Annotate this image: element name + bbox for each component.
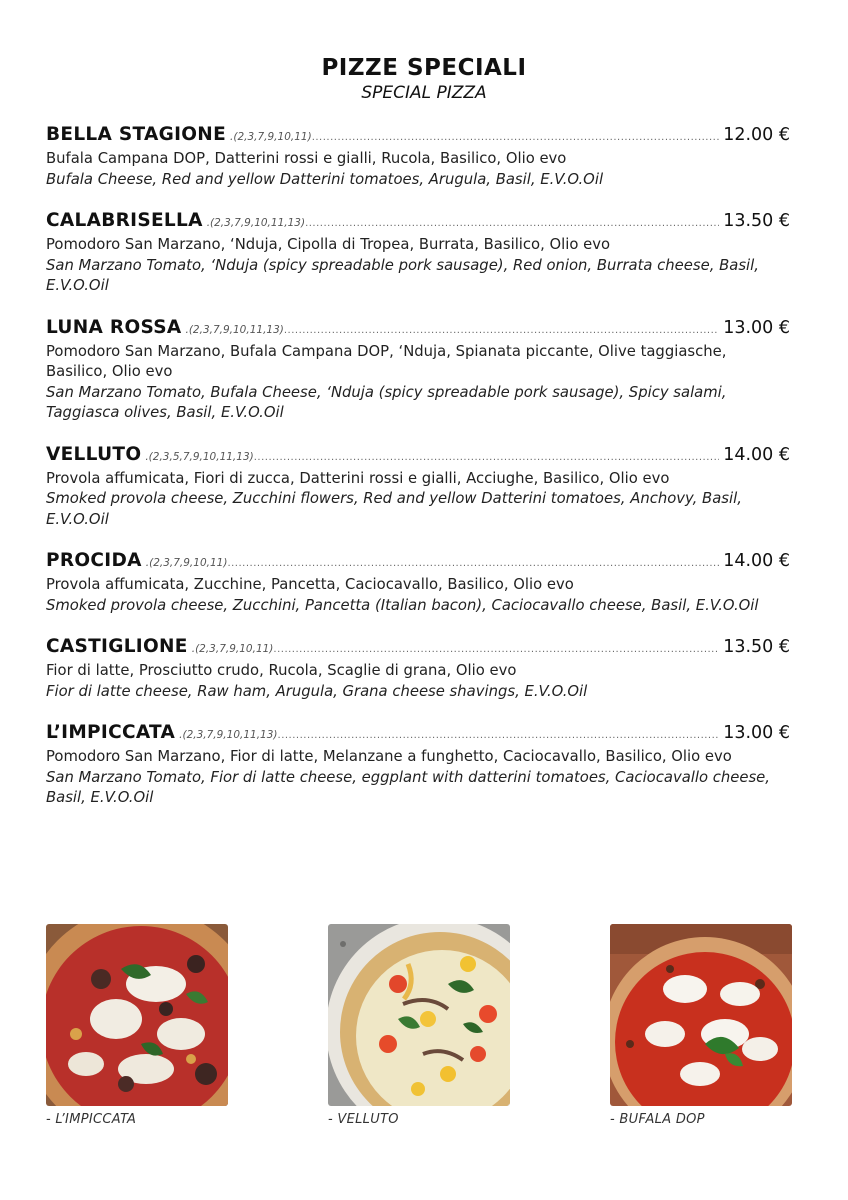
menu-list (46, 124, 792, 829)
photo-card-limpiccata (46, 924, 228, 1127)
item-name: L’IMPICCATA (46, 722, 176, 743)
item-price: 13.00 € (723, 317, 790, 338)
item-description-it: Pomodoro San Marzano, Bufala Campana DOP, ‘Nduja, Spianata piccante, Olive taggiasche, Basilico, Olio evo (46, 342, 727, 380)
menu-item-castiglione (46, 636, 792, 702)
item-description-en: Smoked provola cheese, Zucchini flowers, Red and yellow Datterini tomatoes, Anchovy, Basil, E.V.O.Oil (46, 490, 742, 528)
pizza-photo-velluto (328, 924, 510, 1106)
photo-gallery (46, 924, 792, 1134)
item-allergens: .(2,3,7,9,10,11) (145, 557, 228, 569)
item-name: CALABRISELLA (46, 210, 203, 231)
item-price: 14.00 € (723, 551, 790, 571)
dot-leader (305, 218, 719, 229)
item-description-it: Provola affumicata, Fiori di zucca, Datterini rossi e gialli, Acciughe, Basilico, Olio evo (46, 469, 670, 487)
dot-leader (227, 558, 719, 569)
item-allergens: .(2,3,7,9,10,11,13) (185, 323, 284, 336)
item-description-en: Bufala Cheese, Red and yellow Datterini tomatoes, Arugula, Basil, E.V.O.Oil (46, 170, 604, 188)
item-price: 13.50 € (723, 211, 790, 231)
menu-item-procida (46, 550, 792, 616)
menu-header (0, 54, 848, 104)
item-description-it: Bufala Campana DOP, Datterini rossi e gialli, Rucola, Basilico, Olio evo (46, 150, 567, 167)
item-description-en: San Marzano Tomato, Fior di latte cheese, eggplant with datterini tomatoes, Caciocavallo cheese, Basil, E.V.O.Oil (46, 768, 770, 806)
item-price: 12.00 € (723, 125, 790, 145)
item-name: VELLUTO (46, 443, 142, 465)
item-description-it: Pomodoro San Marzano, Fior di latte, Melanzane a funghetto, Caciocavallo, Basilico, Olio evo (46, 748, 732, 765)
item-name: BELLA STAGIONE (46, 124, 227, 145)
item-description-en: Fior di latte cheese, Raw ham, Arugula, Grana cheese shavings, E.V.O.Oil (46, 682, 588, 700)
item-description-en: Smoked provola cheese, Zucchini, Pancetta (Italian bacon), Caciocavallo cheese, Basil, E.V.O.Oil (46, 596, 759, 614)
menu-item-limpiccata (46, 722, 792, 809)
item-price: 13.50 € (723, 637, 790, 657)
dot-leader (254, 452, 719, 463)
dot-leader (284, 325, 719, 336)
page-subtitle: SPECIAL PIZZA (361, 83, 487, 103)
item-price: 14.00 € (723, 444, 790, 465)
item-allergens: .(2,3,7,9,10,11) (230, 131, 312, 143)
photo-card-velluto (328, 924, 510, 1127)
page-title: PIZZE SPECIALI (321, 55, 527, 81)
item-description-it: Pomodoro San Marzano, ‘Nduja, Cipolla di Tropea, Burrata, Basilico, Olio evo (46, 236, 611, 253)
item-description-en: San Marzano Tomato, ‘Nduja (spicy spreadable pork sausage), Red onion, Burrata cheese, Basil, E.V.O.Oil (46, 256, 759, 294)
photo-caption: - VELLUTO (328, 1112, 399, 1127)
item-allergens: .(2,3,7,9,10,11,13) (206, 217, 306, 229)
menu-item-velluto (46, 444, 792, 531)
photo-caption: - L’IMPICCATA (46, 1112, 137, 1127)
item-description-it: Provola affumicata, Zucchine, Pancetta, Caciocavallo, Basilico, Olio evo (46, 576, 574, 593)
item-name: PROCIDA (46, 550, 142, 571)
item-name: LUNA ROSSA (46, 316, 182, 338)
item-description-it: Fior di latte, Prosciutto crudo, Rucola, Scaglie di grana, Olio evo (46, 662, 517, 679)
item-price: 13.00 € (723, 723, 790, 743)
item-allergens: .(2,3,5,7,9,10,11,13) (145, 450, 254, 463)
menu-item-bella-stagione (46, 124, 792, 190)
dot-leader (273, 644, 719, 655)
photo-caption: - BUFALA DOP (610, 1112, 705, 1127)
menu-item-luna-rossa (46, 317, 792, 424)
item-description-en: San Marzano Tomato, Bufala Cheese, ‘Nduja (spicy spreadable pork sausage), Spicy salami, Taggiasca olives, Basil, E.V.O.Oil (46, 383, 727, 421)
item-allergens: .(2,3,7,9,10,11) (191, 643, 274, 655)
pizza-photo-limpiccata (46, 924, 228, 1106)
dot-leader (278, 730, 720, 741)
photo-card-bufala-dop (610, 924, 792, 1127)
dot-leader (312, 132, 720, 143)
item-name: CASTIGLIONE (46, 636, 188, 657)
pizza-photo-bufala-dop (610, 924, 792, 1106)
item-allergens: .(2,3,7,9,10,11,13) (179, 729, 278, 741)
menu-item-calabrisella (46, 210, 792, 297)
